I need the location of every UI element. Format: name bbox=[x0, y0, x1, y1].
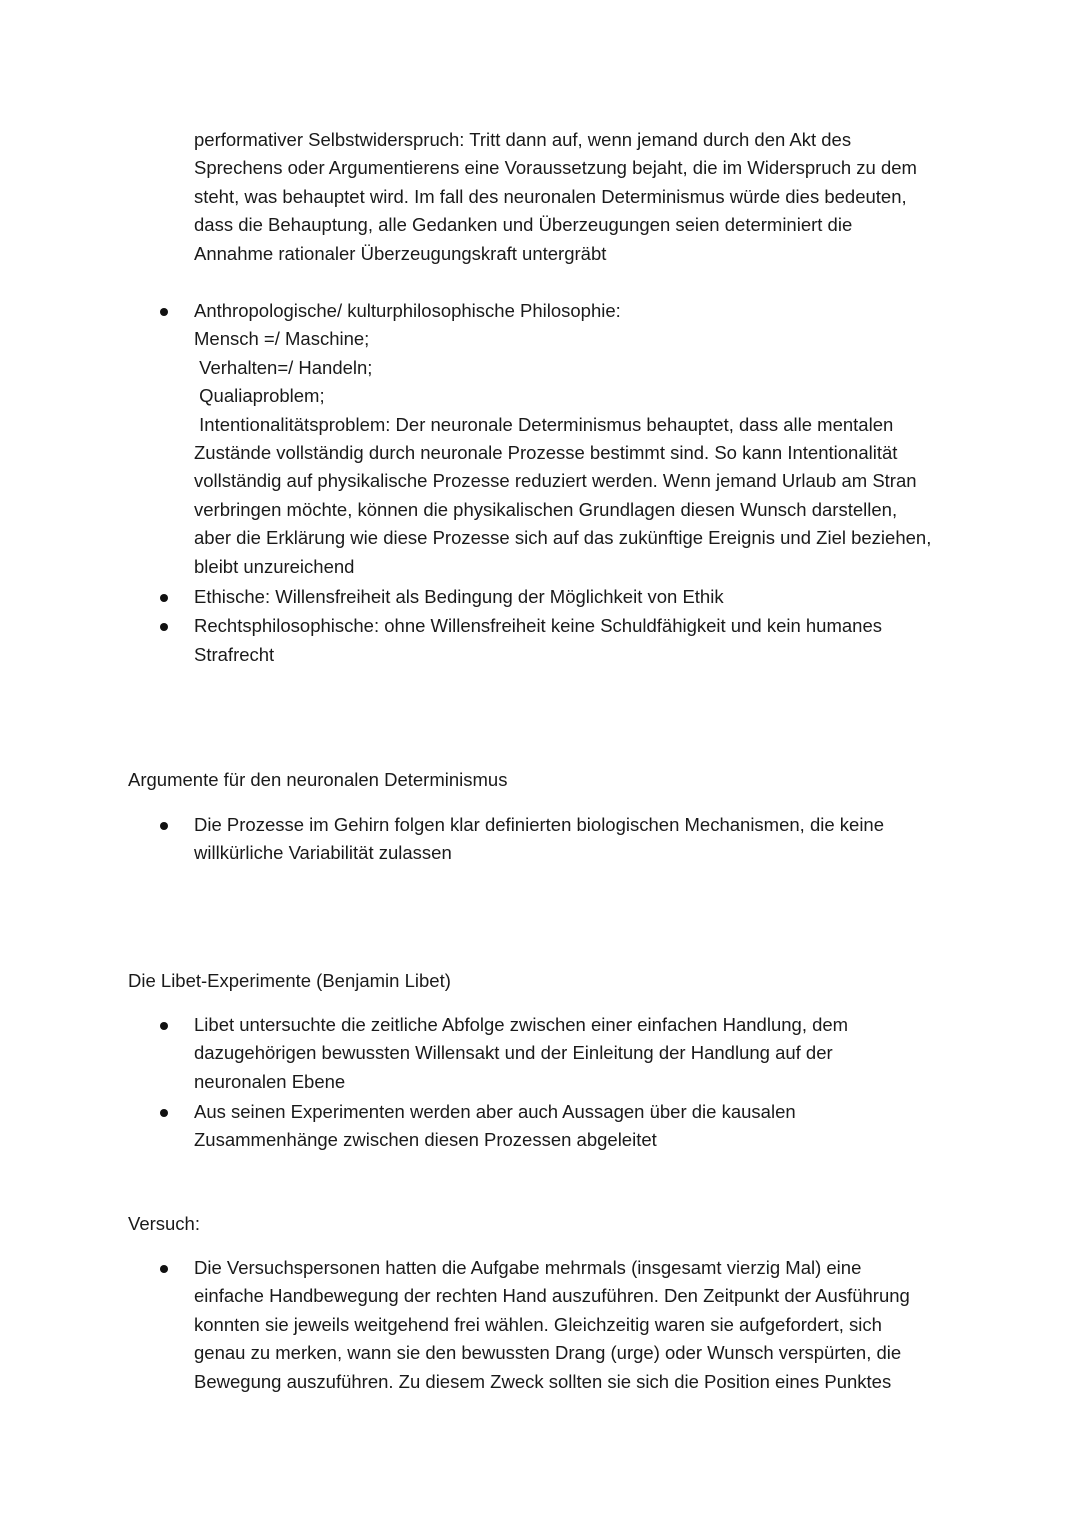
text-line: Strafrecht bbox=[194, 643, 275, 665]
text-line: Bewegung auszuführen. Zu diesem Zweck sollten sie sich die Position eines Punktes bbox=[194, 1370, 892, 1392]
bullet-icon bbox=[160, 1265, 168, 1273]
text-line: konnten sie jeweils weitgehend frei wählen. Gleichzeitig waren sie aufgefordert, sich bbox=[194, 1313, 882, 1335]
text-line: genau zu merken, wann sie den bewussten Drang (urge) oder Wunsch verspürten, die bbox=[194, 1342, 902, 1364]
text-line: performativer Selbstwiderspruch: Tritt dann auf, wenn jemand durch den Akt des bbox=[194, 129, 852, 150]
text-line: dass die Behauptung, alle Gedanken und Überzeugungen seien determiniert die bbox=[194, 214, 853, 236]
text-line: Ethische: Willensfreiheit als Bedingung der Möglichkeit von Ethik bbox=[194, 585, 724, 607]
text-line: bleibt unzureichend bbox=[194, 555, 355, 577]
text-line: Libet untersuchte die zeitliche Abfolge zwischen einer einfachen Handlung, dem bbox=[194, 1014, 849, 1035]
text-line: aber die Erklärung wie diese Prozesse sich auf das zukünftige Ereignis und Ziel beziehen, bbox=[194, 527, 932, 549]
text-line: Rechtsphilosophische: ohne Willensfreiheit keine Schuldfähigkeit und kein humanes bbox=[194, 615, 882, 637]
text-line: Intentionalitätsproblem: Der neuronale Determinismus behauptet, dass alle mentalen bbox=[194, 413, 894, 435]
intro-paragraph bbox=[194, 126, 954, 268]
text-line: Die Prozesse im Gehirn folgen klar definierten biologischen Mechanismen, die keine bbox=[194, 814, 885, 835]
bullet-icon bbox=[160, 1109, 168, 1117]
objections-list bbox=[194, 297, 964, 669]
text-line: Zusammenhänge zwischen diesen Prozessen abgeleitet bbox=[194, 1129, 657, 1151]
list-item bbox=[194, 1254, 964, 1396]
text-line: vollständig auf physikalische Prozesse reduziert werden. Wenn jemand Urlaub am Stran bbox=[194, 470, 917, 492]
section-heading-versuch: Versuch: bbox=[128, 1213, 200, 1234]
text-line: steht, was behauptet wird. Im fall des neuronalen Determinismus würde dies bedeuten, bbox=[194, 185, 907, 207]
text-line: Annahme rationaler Überzeugungskraft untergräbt bbox=[194, 242, 607, 264]
section-heading-libet: Die Libet-Experimente (Benjamin Libet) bbox=[128, 970, 451, 991]
text-line: willkürliche Variabilität zulassen bbox=[194, 842, 452, 864]
text-line: Mensch =/ Maschine; bbox=[194, 328, 370, 350]
bullet-icon bbox=[160, 1022, 168, 1030]
text-line: verbringen möchte, können die physikalischen Grundlagen diesen Wunsch darstellen, bbox=[194, 498, 898, 520]
text-line: Aus seinen Experimenten werden aber auch Aussagen über die kausalen bbox=[194, 1100, 796, 1122]
list-item-ethical bbox=[194, 583, 964, 611]
list-item bbox=[194, 811, 964, 868]
text-line: neuronalen Ebene bbox=[194, 1070, 346, 1092]
text-line: dazugehörigen bewussten Willensakt und der Einleitung der Handlung auf der bbox=[194, 1042, 833, 1064]
text-line: einfache Handbewegung der rechten Hand auszuführen. Den Zeitpunkt der Ausführung bbox=[194, 1285, 910, 1307]
versuch-list bbox=[194, 1254, 964, 1396]
text-line: Anthropologische/ kulturphilosophische Philosophie: bbox=[194, 300, 621, 321]
list-item bbox=[194, 1011, 964, 1096]
list-item-anthropological bbox=[194, 297, 964, 581]
bullet-icon bbox=[160, 623, 168, 631]
text-line: Sprechens oder Argumentierens eine Voraussetzung bejaht, die im Widerspruch zu dem bbox=[194, 157, 917, 179]
arguments-list bbox=[194, 811, 964, 868]
bullet-icon bbox=[160, 594, 168, 602]
text-line: Qualiaproblem; bbox=[194, 385, 325, 407]
text-line: Zustände vollständig durch neuronale Prozesse bestimmt sind. So kann Intentionalität bbox=[194, 442, 898, 464]
bullet-icon bbox=[160, 308, 168, 316]
list-item bbox=[194, 1098, 964, 1155]
bullet-icon bbox=[160, 822, 168, 830]
list-item-legal bbox=[194, 612, 964, 669]
section-heading-arguments: Argumente für den neuronalen Determinismus bbox=[128, 769, 508, 790]
text-line: Verhalten=/ Handeln; bbox=[194, 356, 373, 378]
libet-list bbox=[194, 1011, 964, 1155]
text-line: Die Versuchspersonen hatten die Aufgabe mehrmals (insgesamt vierzig Mal) eine bbox=[194, 1257, 862, 1278]
